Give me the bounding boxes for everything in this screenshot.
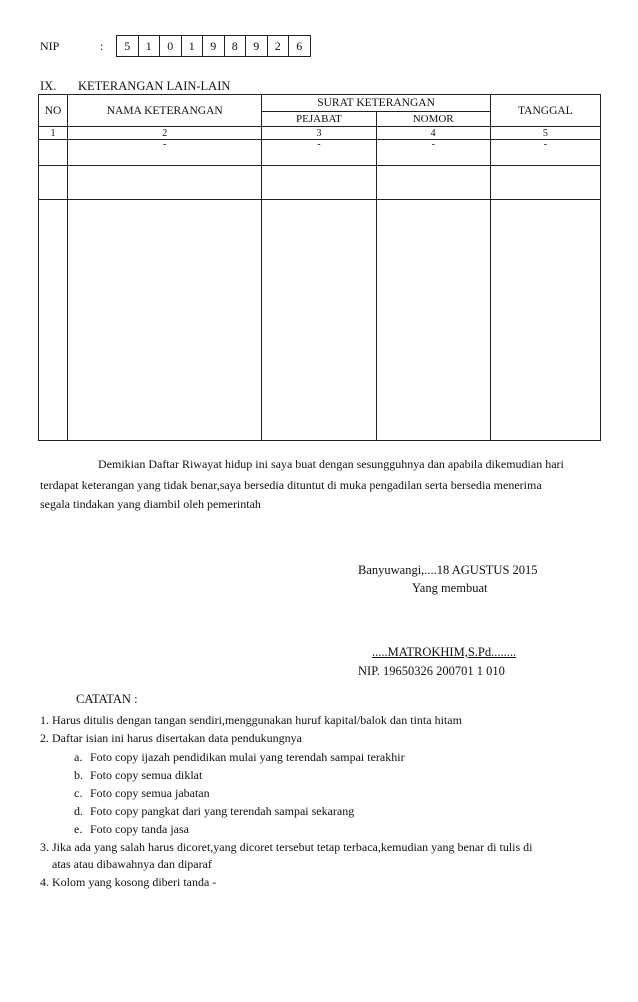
note-text: atas atau dibawahnya dan diparaf [52,857,212,871]
nip-digit: 9 [203,36,225,56]
note-marker: a. [74,750,83,764]
table-cell [262,166,376,200]
nip-digit-boxes [116,35,311,57]
note-marker: 1. [40,713,49,727]
nip-digit: 9 [246,36,268,56]
nip-label: NIP [40,39,60,53]
signature-name: .....MATROKHIM,S.Pd........ [372,645,517,659]
note-text: Foto copy ijazah pendidikan mulai yang terendah sampai terakhir [90,750,405,764]
table-cell [68,166,262,200]
statement-line: Demikian Daftar Riwayat hidup ini saya buat dengan sesungguhnya dan apabila dikemudian hari [98,457,564,471]
statement-line: terdapat keterangan yang tidak benar,saya bersedia dituntut di muka pengadilan serta bersedia menerima [40,478,542,492]
column-number: 4 [376,127,490,140]
note-text: Foto copy semua jabatan [90,786,210,800]
note-text: Daftar isian ini harus disertakan data pendukungnya [52,731,302,745]
nip-digit: 5 [117,36,139,56]
column-number: 3 [262,127,376,140]
note-marker: 4. [40,875,49,889]
table-cell [376,166,490,200]
table-cell: - [68,140,262,166]
nip-colon: : [100,39,104,53]
table-cell: - [376,140,490,166]
column-number: 1 [39,127,68,140]
notes-title: CATATAN : [76,692,138,706]
note-text: Foto copy pangkat dari yang terendah sampai sekarang [90,804,355,818]
note-text: Jika ada yang salah harus dicoret,yang dicoret tersebut tetap terbaca,kemudian yang benar di tulis di [52,840,533,854]
column-number: 5 [490,127,600,140]
header-tanggal: TANGGAL [490,95,600,127]
note-marker: 3. [40,840,49,854]
header-nama-keterangan: NAMA KETERANGAN [68,95,262,127]
nip-digit: 6 [296,39,303,53]
column-number-row [39,127,601,140]
nip-digit: 2 [268,36,290,56]
table-row [39,140,601,166]
keterangan-table [38,94,601,441]
note-marker: 2. [40,731,49,745]
header-pejabat: PEJABAT [262,112,376,127]
table-row [39,166,601,200]
nip-digit: 0 [160,36,182,56]
table-cell [490,200,600,441]
table-cell: - [490,140,600,166]
header-nomor: NOMOR [376,112,490,127]
note-marker: d. [74,804,83,818]
signature-role: Yang membuat [412,581,488,595]
table-row [39,200,601,441]
note-marker: c. [74,786,83,800]
table-cell [68,200,262,441]
nip-digit: 1 [139,36,161,56]
table-cell: - [262,140,376,166]
nip-digit: 1 [182,36,204,56]
nip-digit: 8 [225,36,247,56]
column-number: 2 [68,127,262,140]
note-marker: e. [74,822,83,836]
signature-place-date: Banyuwangi,....18 AGUSTUS 2015 [358,563,538,577]
section-title: KETERANGAN LAIN-LAIN [78,79,231,93]
note-text: Harus ditulis dengan tangan sendiri,menggunakan huruf kapital/balok dan tinta hitam [52,713,462,727]
section-number: IX. [40,79,57,93]
table-cell [39,140,68,166]
table-cell [262,200,376,441]
table-cell [490,166,600,200]
statement-line: segala tindakan yang diambil oleh pemerintah [40,497,261,511]
table-cell [376,200,490,441]
table-cell [39,200,68,441]
note-text: Kolom yang kosong diberi tanda - [52,875,217,889]
note-text: Foto copy semua diklat [90,768,203,782]
header-surat-keterangan: SURAT KETERANGAN [262,95,490,112]
note-marker: b. [74,768,83,782]
table-cell [39,166,68,200]
note-text: Foto copy tanda jasa [90,822,189,836]
header-no: NO [39,95,68,127]
signature-nip: NIP. 19650326 200701 1 010 [358,664,505,678]
